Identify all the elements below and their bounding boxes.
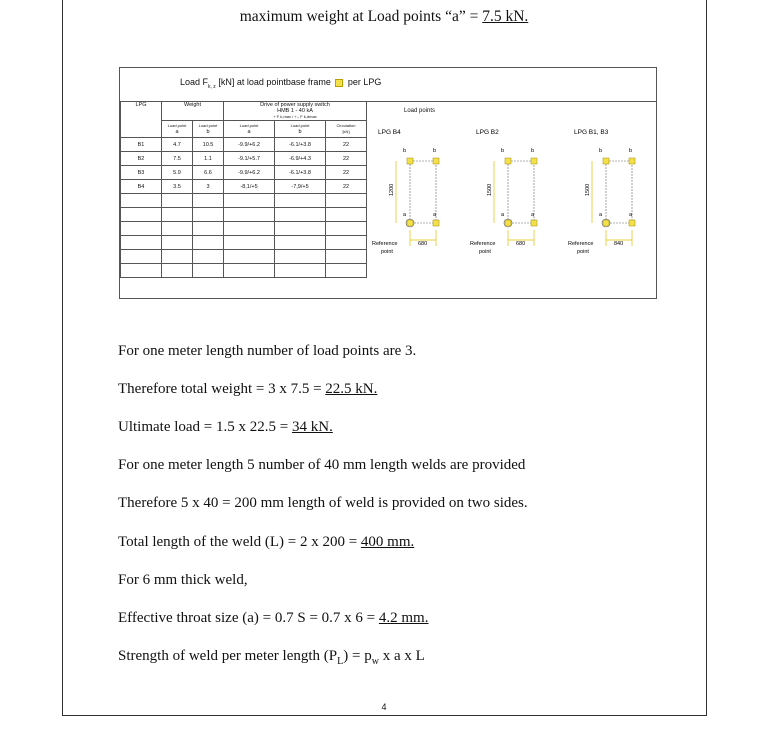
corner-label-a: a xyxy=(501,212,505,218)
load-point-diagrams xyxy=(120,68,658,300)
load-point-marker xyxy=(629,158,635,164)
load-point-marker xyxy=(603,158,609,164)
reference-label: Reference xyxy=(372,241,398,247)
height-value: 1200 xyxy=(389,183,395,196)
corner-label-b: b xyxy=(531,148,535,154)
table-row: B4 3.5 3 -8,1/+5 -7,9/+5 22 xyxy=(121,180,367,194)
reference-label: Reference xyxy=(470,241,496,247)
panel-label: LPG B4 xyxy=(378,129,401,136)
reference-label: point xyxy=(479,249,491,255)
table-row: B1 4.7 10.5 -9.9/+6.2 -6.1/+3.8 22 xyxy=(121,138,367,152)
figure-title: Load $F_{k, z}$ [kN] at load pointbase frame per LPG xyxy=(180,77,382,90)
load-figure xyxy=(119,67,657,299)
line-welds: For one meter length 5 number of 40 mm length welds are provided xyxy=(118,457,526,473)
table-row: B2 7.5 1.1 -9.1/+5.7 -6.9/+4.3 22 xyxy=(121,152,367,166)
page-number: 4 xyxy=(381,702,387,712)
heading-value: 7.5 kN. xyxy=(482,8,529,25)
corner-label-b: b xyxy=(599,148,603,154)
reference-label: Reference xyxy=(568,241,594,247)
load-point-marker xyxy=(531,220,537,226)
line-total-weight: Therefore total weight = 3 x 7.5 = 22.5 kN. xyxy=(118,381,378,397)
corner-label-a: a xyxy=(403,212,407,218)
panel-label: LPG B2 xyxy=(476,129,499,136)
corner-label-a: a xyxy=(433,212,437,218)
table-row: B3 5.9 6.6 -9.9/+6.2 -6.1/+3.8 22 xyxy=(121,166,367,180)
load-points-heading: Load points xyxy=(404,108,436,114)
corner-label-b: b xyxy=(403,148,407,154)
load-point-marker xyxy=(433,220,439,226)
load-point-marker xyxy=(603,220,609,226)
corner-label-b: b xyxy=(433,148,437,154)
load-point-marker xyxy=(505,220,511,226)
corner-label-a: a xyxy=(599,212,603,218)
header-drive: Drive of power supply switch HMB 1 - 40 kA + F k,max / +,- F k,dmax xyxy=(224,102,367,121)
line-load-points: For one meter length number of load points are 3. xyxy=(118,343,417,359)
reference-label: point xyxy=(381,249,393,255)
line-weld-thickness: For 6 mm thick weld, xyxy=(118,572,248,588)
load-point-marker xyxy=(433,158,439,164)
corner-label-a: a xyxy=(629,212,633,218)
load-point-marker xyxy=(629,220,635,226)
height-value: 1500 xyxy=(487,183,493,196)
width-value: 680 xyxy=(418,241,428,247)
load-point-marker xyxy=(407,158,413,164)
corner-label-b: b xyxy=(501,148,505,154)
load-point-marker xyxy=(407,220,413,226)
load-point-marker xyxy=(505,158,511,164)
line-weld-length: Therefore 5 x 40 = 200 mm length of weld is provided on two sides. xyxy=(118,495,528,511)
header-weight: Weight xyxy=(162,102,224,121)
page-heading: maximum weight at Load points “a” = 7.5 kN. xyxy=(239,8,529,25)
load-table: LPG Weight Drive of power supply switch HMB 1 - 40 kA + F k,max / +,- F k,dmax Load point a Load point b Load point a Load point b Circulation [kN] B1 4.7 10.5 -9.9/+6.2 -6.1/+3.8 22 B2 7.5 1.1 -9.1/+5.7 -6.9/+4.3 22 B3 5.9 6.6 -9.9/+6.2 -6.1/+3.8 22 B4 3.5 3 -8,1/+5 -7,9/+5 22 xyxy=(120,101,367,278)
line-total-length: Total length of the weld (L) = 2 x 200 = 400 mm. xyxy=(118,534,415,550)
load-point-marker xyxy=(531,158,537,164)
reference-label: point xyxy=(577,249,589,255)
panel-label: LPG B1, B3 xyxy=(574,129,609,136)
width-value: 840 xyxy=(614,241,624,247)
height-value: 1500 xyxy=(585,183,591,196)
header-lpg: LPG xyxy=(121,102,162,138)
line-weld-strength: Strength of weld per meter length $(P_L) = p_w$ x a x L xyxy=(118,648,425,667)
corner-label-a: a xyxy=(531,212,535,218)
width-value: 680 xyxy=(516,241,526,247)
line-throat-size: Effective throat size (a) = 0.7 S = 0.7 x 6 = 4.2 mm. xyxy=(118,610,429,626)
corner-label-b: b xyxy=(629,148,633,154)
line-ultimate-load: Ultimate load = 1.5 x 22.5 = 34 kN. xyxy=(118,419,333,435)
